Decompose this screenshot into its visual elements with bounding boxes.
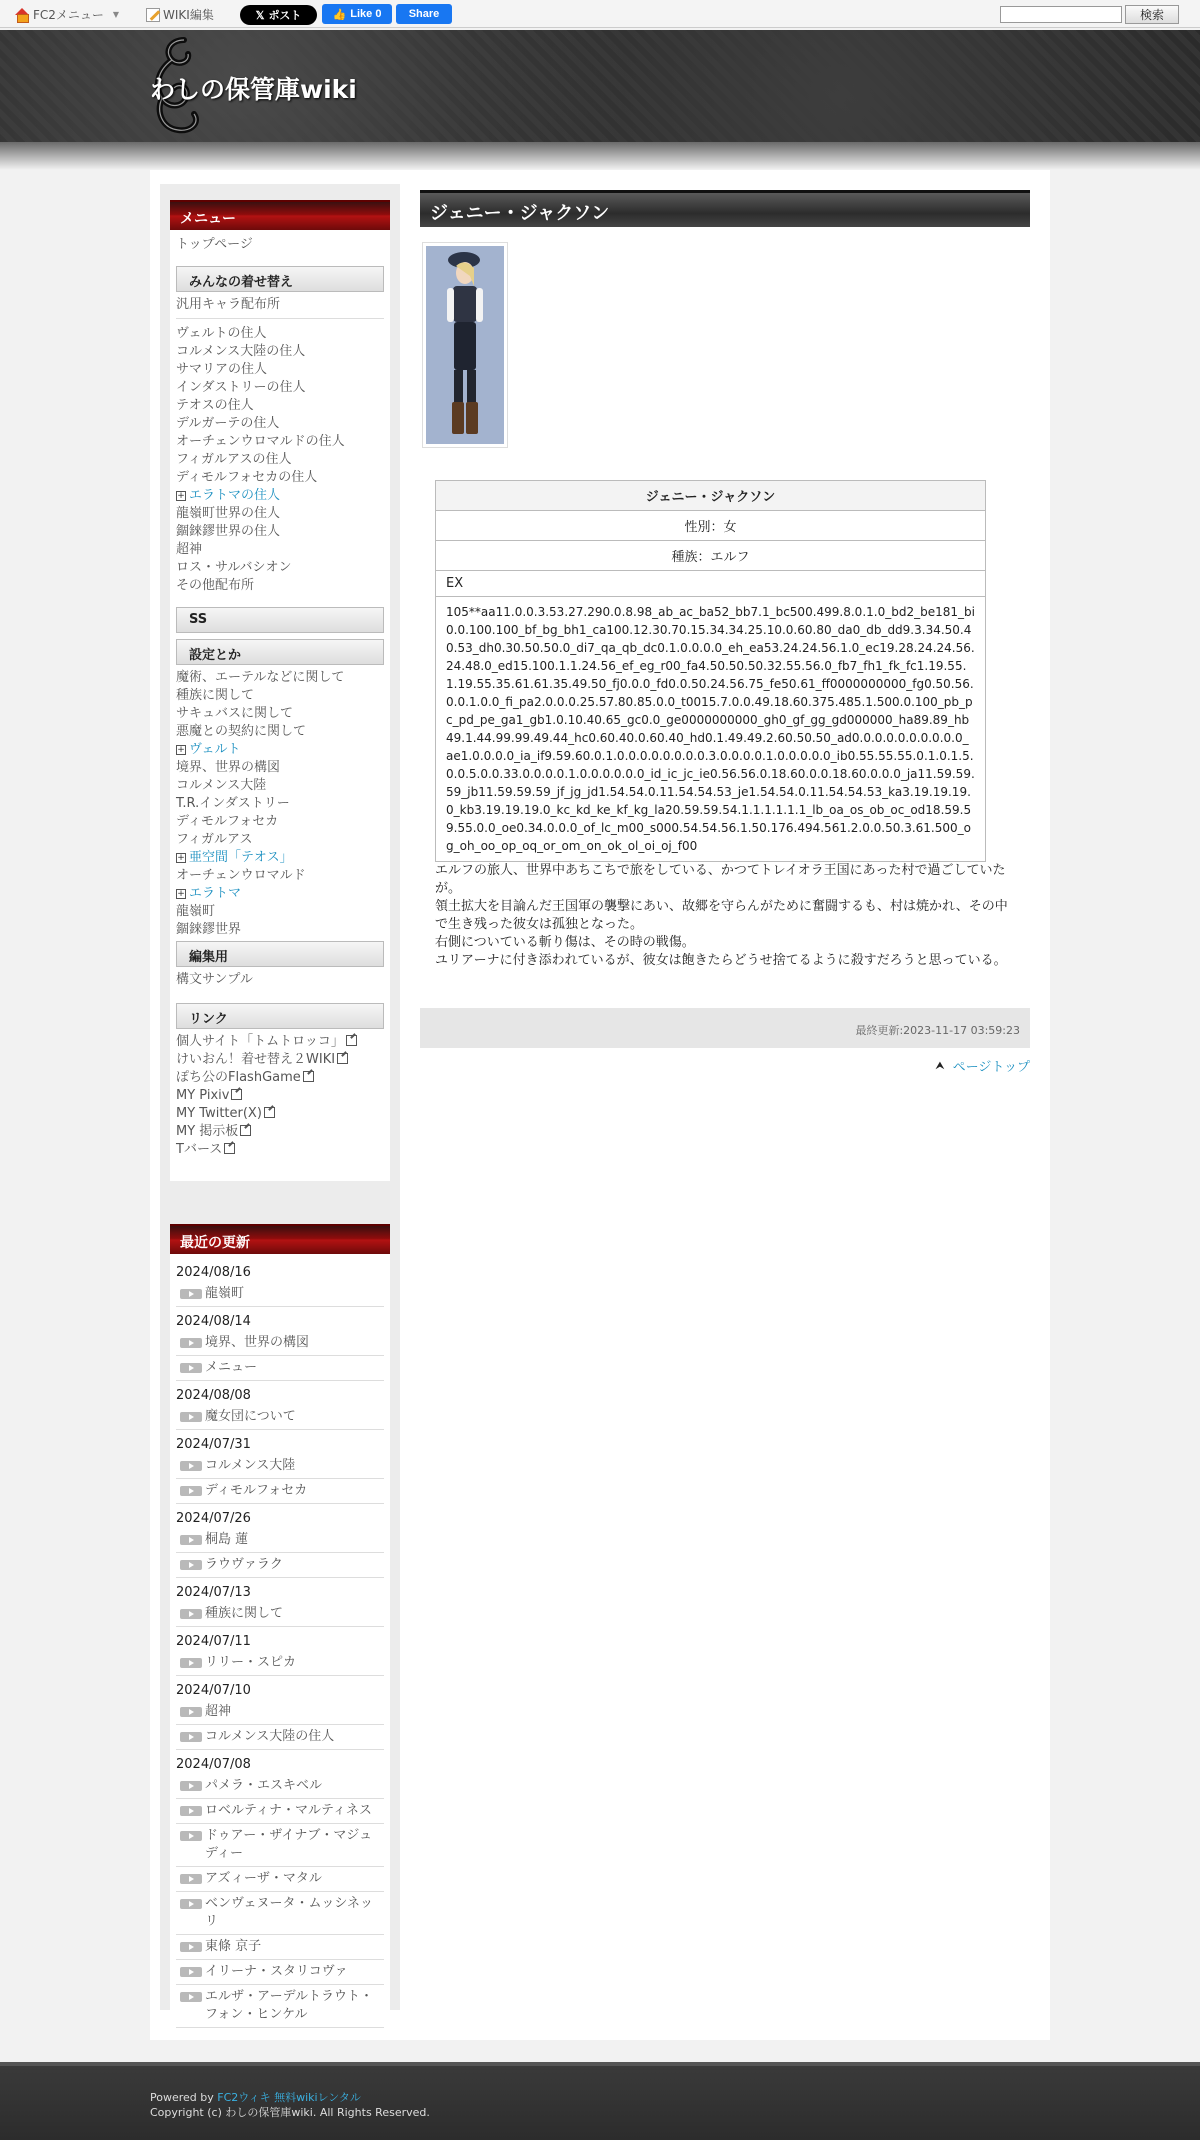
generic-chara-link[interactable]: 汎用キャラ配布所 [176, 297, 281, 312]
facebook-share-label: Share [408, 8, 440, 20]
update-date: 2024/07/08 [176, 1757, 251, 1772]
update-item[interactable] [176, 1985, 384, 2028]
copyright-text: Copyright (c) わしの保管庫wiki. All Rights Reserved. [150, 2106, 430, 2119]
eratoma-toggle[interactable] [176, 885, 384, 903]
menu-item[interactable]: その他配布所 [176, 578, 255, 593]
menu-item[interactable]: サマリアの住人 [176, 362, 268, 377]
last-updated-bar [420, 1008, 1030, 1048]
menu-item[interactable]: サキュバスに関して [176, 706, 294, 721]
play-arrow-icon [180, 1535, 202, 1545]
description-paragraph: エルフの旅人、世界中あちこちで旅をしている、かつてトレイオラ王国にあった村で過ごしていたが。 [435, 863, 1006, 896]
menu-item[interactable]: 種族に関して [176, 688, 255, 703]
menu-item[interactable]: 魔術、エーテルなどに関して [176, 670, 345, 685]
update-item[interactable] [176, 1892, 384, 1935]
update-item[interactable] [176, 1553, 384, 1578]
menu-item[interactable]: フィガルアスの住人 [176, 452, 292, 467]
x-post-label: ポスト [268, 10, 302, 22]
play-arrow-icon [180, 1899, 202, 1909]
character-description [435, 862, 1015, 970]
update-item[interactable] [176, 1774, 384, 1799]
external-link-icon [231, 1089, 242, 1100]
update-item[interactable] [176, 1356, 384, 1381]
external-link[interactable] [176, 1069, 384, 1087]
update-item-label: コルメンス大陸の住人 [205, 1729, 335, 1744]
character-illustration [426, 246, 504, 444]
description-paragraph: 領土拡大を目論んだ王国軍の襲撃にあい、故郷を守らんがために奮闘するも、村は焼かれ、その中で生き残った彼女は孤独となった。 [435, 899, 1008, 932]
content-container [150, 170, 1050, 2040]
update-item-label: 桐島 蓮 [205, 1532, 249, 1547]
teos-space-label: 亜空間「テオス」 [189, 850, 293, 865]
external-link-label: MY Pixiv [176, 1088, 230, 1103]
pencil-icon [146, 8, 160, 22]
x-post-button[interactable] [240, 5, 317, 25]
external-link-icon [264, 1107, 275, 1118]
update-item[interactable] [176, 1799, 384, 1824]
menu-item[interactable]: ディモルフォセカの住人 [176, 470, 318, 485]
wiki-edit-label: WIKI編集 [163, 8, 214, 22]
description-paragraph: ユリアーナに付き添われているが、彼女は飽きたらどうせ捨てるように殺すだろうと思っている。 [435, 953, 1007, 968]
update-date: 2024/08/08 [176, 1388, 251, 1403]
external-link[interactable] [176, 1141, 384, 1159]
eratoma-residents-toggle[interactable] [176, 487, 384, 505]
update-item-label: 種族に関して [205, 1606, 284, 1621]
section-everyones-dressup: みんなの着せ替え [176, 266, 384, 292]
menu-item[interactable]: オーチェンウロマルドの住人 [176, 434, 345, 449]
update-item-label: 境界、世界の構図 [205, 1335, 310, 1350]
character-image[interactable] [422, 242, 508, 448]
page-top-link[interactable] [935, 1056, 1030, 1075]
recent-updates-box [170, 1224, 390, 2032]
update-item-label: メニュー [205, 1360, 258, 1375]
section-settings: 設定とか [176, 639, 384, 665]
play-arrow-icon [180, 1560, 202, 1570]
play-arrow-icon [180, 1461, 202, 1471]
external-link-label: 個人サイト「トムトロッコ」 [176, 1034, 344, 1049]
menu-item[interactable]: T.R.インダストリー [176, 796, 290, 811]
update-item[interactable] [176, 1651, 384, 1676]
update-date: 2024/07/11 [176, 1634, 251, 1649]
fc2-top-bar [0, 0, 1200, 28]
expand-icon: + [177, 853, 185, 863]
external-link-label: Tバース [176, 1142, 223, 1157]
eratoma-residents-label: エラトマの住人 [189, 488, 281, 503]
section-ss: SS [176, 607, 384, 633]
menu-item[interactable]: コルメンス大陸の住人 [176, 344, 306, 359]
update-date: 2024/07/13 [176, 1585, 251, 1600]
gender-cell: 性別：女 [436, 511, 986, 541]
menu-item[interactable]: ロス・サルバシオン [176, 560, 292, 575]
syntax-sample-link[interactable]: 構文サンプル [176, 972, 253, 987]
play-arrow-icon [180, 1338, 202, 1348]
update-item[interactable] [176, 1282, 384, 1307]
page-top-label: ページトップ [952, 1060, 1030, 1075]
update-item[interactable] [176, 1935, 384, 1960]
top-page-link[interactable]: トップページ [176, 237, 253, 252]
site-title[interactable]: わしの保管庫wiki [150, 75, 357, 104]
play-arrow-icon [180, 1831, 202, 1841]
update-date: 2024/08/14 [176, 1314, 251, 1329]
menu-list [170, 230, 390, 1181]
page-title: ジェニー・ジャクソン [420, 190, 1030, 227]
update-item[interactable] [176, 1867, 384, 1892]
menu-item[interactable]: フィガルアス [176, 832, 253, 847]
external-link[interactable] [176, 1123, 384, 1141]
external-link-icon [303, 1071, 314, 1082]
external-link-label: けいおん！着せ替え２WIKI [176, 1052, 336, 1067]
menu-item[interactable]: 悪魔との契約に関して [176, 724, 307, 739]
footer-text [150, 2090, 430, 2120]
update-item-label: 魔女団について [205, 1409, 296, 1424]
external-link[interactable] [176, 1051, 384, 1069]
divider [176, 318, 384, 319]
last-updated-text: 最終更新:2023-11-17 03:59:23 [855, 1024, 1020, 1037]
play-arrow-icon [180, 1486, 202, 1496]
play-arrow-icon [180, 1806, 202, 1816]
update-item[interactable] [176, 1824, 384, 1867]
section-editing: 編集用 [176, 941, 384, 967]
update-item[interactable] [176, 1454, 384, 1479]
external-link-icon [240, 1125, 251, 1136]
update-item[interactable] [176, 1700, 384, 1725]
sidebar [160, 184, 400, 2022]
play-arrow-icon [180, 1732, 202, 1742]
recent-updates-list [170, 1254, 390, 2032]
menu-item[interactable]: 超神 [176, 542, 203, 557]
eratoma-label: エラトマ [189, 886, 242, 901]
ex-label-cell: EX [436, 571, 986, 597]
external-link-icon [224, 1143, 235, 1154]
update-item-label: パメラ・エスキベル [205, 1778, 323, 1793]
update-item-label: リリー・スピカ [205, 1655, 297, 1670]
recent-updates-heading: 最近の更新 [170, 1224, 390, 1254]
race-cell: 種族：エルフ [436, 541, 986, 571]
update-date: 2024/08/16 [176, 1265, 251, 1280]
update-date: 2024/07/31 [176, 1437, 251, 1452]
external-link-label: MY Twitter(X) [176, 1106, 262, 1121]
teos-space-toggle[interactable] [176, 849, 384, 867]
menu-item[interactable]: デルガーテの住人 [176, 416, 280, 431]
update-item-label: 東條 京子 [205, 1939, 262, 1954]
fc2-wiki-link[interactable]: FC2ウィキ 無料wikiレンタル [217, 2091, 361, 2104]
menu-item[interactable]: 龍嶺町 [176, 904, 216, 919]
character-name-cell: ジェニー・ジャクソン [436, 481, 986, 511]
play-arrow-icon [180, 1412, 202, 1422]
play-arrow-icon [180, 1707, 202, 1717]
update-date: 2024/07/10 [176, 1683, 251, 1698]
play-arrow-icon [180, 1874, 202, 1884]
update-item-label: 超神 [205, 1704, 232, 1719]
menu-item[interactable]: コルメンス大陸 [176, 778, 267, 793]
external-link-icon [346, 1035, 357, 1046]
character-info-table [435, 480, 986, 862]
external-link-label: ぽち公のFlashGame [176, 1070, 301, 1085]
play-arrow-icon [180, 1609, 202, 1619]
wiki-edit-link[interactable] [146, 6, 214, 23]
home-icon [14, 8, 30, 22]
dressup-code-cell[interactable]: 105**aa11.0.0.3.53.27.290.0.8.98_ab_ac_ba52_bb7.1_bc500.499.8.0.1.0_bd2_be181_bi0.0.100.100_bf_bg_bh1_ca100.12.30.70.15.34.34.25.10.0.60.80_da0_db_dd9.3.34.50.40.53_dh0.30.50.50.0_di7_qa_qb_dc0.1.0.0.0.0_eh_ea53.24.24.56.1.0_ec19.28.24.24.56.24.48.0_ed15.100.1.1.24.56_ef_eg_r00_fa4.50.50.50.32.55.56.0_fb7_fh1_fk_fc1.19.55.1.19.55.35.61.61.35.49.50_fj0.0.0_fd0.0.50.24.56.75_fe50.61_ff0000000000_fg0.50.56.0.0.1.0.0_fi_pa2.0.0.0.25.57.80.85.0.0_t0015.7.0.0.49.18.60.375.485.1.500.0.100_pb_pc_pd_pe_ga1_gb1.0.10.40.65_gc0.0_ge0000000000_gh0_gf_gg_gd000000_ha89.89_hb49.1.44.99.99.49.44_hc0.60.40.0.60.40_hd0.1.49.49.2.60.50.50_ad0.0.0.0.0.0.0.0.0.0_ae1.0.0.0.0_ia_if9.59.60.0.1.0.0.0.0.0.0.0.0.3.0.0.0.0.1.0.0.0.0.0_ib0.55.55.55.0.1.0.1.5.0.0.5.0.0.33.0.0.0.0.1.0.0.0.0.0.0_id_ic_jc_ie0.56.56.0.18.60.0.0.18.60.0.0.0_ja11.59.59.59_jb11.59.59.59_jf_jg_jd1.54.54.0.11.54.54.53_je1.54.54.0.11.54.54.53_ka3.19.19.19.0_kb3.19.19.19.0_kc_kd_ke_kf_kg_la20.59.59.54.1.1.1.1.1.1_lb_oa_os_ob_oc_od18.59.59.55.0.0_oe0.34.0.0.0_of_lc_m00_s000.54.54.56.1.50.176.494.561.2.0.0.50.3.61.500_og_oh_oo_op_oq_or_om_on_ok_ol_oi_oj_f00 [436, 597, 986, 862]
update-item-label: イリーナ・スタリコヴァ [205, 1964, 348, 1979]
description-paragraph: 右側についている斬り傷は、その時の戦傷。 [435, 935, 695, 950]
external-link-icon [337, 1053, 348, 1064]
menu-item[interactable]: 錮錸鏐世界 [176, 922, 242, 937]
menu-item[interactable]: インダストリーの住人 [176, 380, 306, 395]
external-link[interactable] [176, 1033, 384, 1051]
update-item[interactable] [176, 1960, 384, 1985]
menu-item[interactable]: 境界、世界の構図 [176, 760, 281, 775]
play-arrow-icon [180, 1781, 202, 1791]
expand-icon: + [177, 491, 185, 501]
facebook-like-button[interactable] [322, 4, 392, 24]
facebook-share-button[interactable] [396, 4, 452, 24]
update-date: 2024/07/26 [176, 1511, 251, 1526]
update-item-label: コルメンス大陸 [205, 1458, 296, 1473]
fc2-menu-label: FC2メニュー [33, 8, 104, 22]
menu-item[interactable]: テオスの住人 [176, 398, 254, 413]
update-item[interactable] [176, 1528, 384, 1553]
play-arrow-icon [180, 1992, 202, 2002]
menu-item[interactable]: オーチェンウロマルド [176, 868, 306, 883]
update-item-label: ラウヴァラク [205, 1557, 283, 1572]
update-item[interactable] [176, 1602, 384, 1627]
play-arrow-icon [180, 1658, 202, 1668]
external-link-label: MY 掲示板 [176, 1124, 239, 1139]
menu-box [170, 200, 390, 1181]
main-content [420, 190, 1030, 1075]
chevron-down-icon: ▼ [112, 10, 120, 19]
expand-icon: + [177, 889, 185, 899]
external-link[interactable] [176, 1105, 384, 1123]
header-shadow [0, 142, 1200, 170]
external-link[interactable] [176, 1087, 384, 1105]
play-arrow-icon [180, 1289, 202, 1299]
update-item[interactable] [176, 1405, 384, 1430]
section-links: リンク [176, 1003, 384, 1029]
search-input[interactable] [1000, 6, 1122, 23]
update-item-label: ディモルフォセカ [205, 1483, 308, 1498]
update-item[interactable] [176, 1331, 384, 1356]
x-logo-icon: 𝕏 [255, 9, 265, 22]
velt-toggle[interactable] [176, 741, 384, 759]
update-item-label: ロベルティナ・マルティネス [205, 1803, 372, 1818]
velt-label: ヴェルト [189, 742, 241, 757]
site-footer [0, 2062, 1200, 2140]
update-item[interactable] [176, 1725, 384, 1750]
update-item-label: 龍嶺町 [205, 1286, 245, 1301]
play-arrow-icon [180, 1363, 202, 1373]
up-arrow-icon: ⮝ [935, 1058, 945, 1072]
powered-by-label: Powered by [150, 2091, 214, 2104]
menu-item[interactable]: ヴェルトの住人 [176, 326, 267, 341]
update-item-label: ドゥアー・ザイナブ・マジュディー [205, 1828, 373, 1861]
play-arrow-icon [180, 1967, 202, 1977]
update-item-label: アズィーザ・マタル [205, 1871, 322, 1886]
menu-item[interactable]: ディモルフォセカ [176, 814, 279, 829]
search-button[interactable]: 検索 [1125, 5, 1179, 24]
expand-icon: + [177, 745, 185, 755]
fc2-menu-button[interactable] [14, 6, 119, 23]
menu-item[interactable]: 龍嶺町世界の住人 [176, 506, 281, 521]
update-item-label: エルザ・アーデルトラウト・フォン・ヒンケル [205, 1989, 373, 2022]
update-item[interactable] [176, 1479, 384, 1504]
update-item-label: ベンヴェヌータ・ムッシネッリ [205, 1896, 373, 1929]
menu-heading: メニュー [170, 200, 390, 230]
powered-by-line [150, 2090, 430, 2105]
facebook-like-label: Like 0 [350, 8, 382, 20]
play-arrow-icon [180, 1942, 202, 1952]
menu-item[interactable]: 錮錸鏐世界の住人 [176, 524, 281, 539]
thumbs-up-icon: 👍 [332, 8, 347, 21]
